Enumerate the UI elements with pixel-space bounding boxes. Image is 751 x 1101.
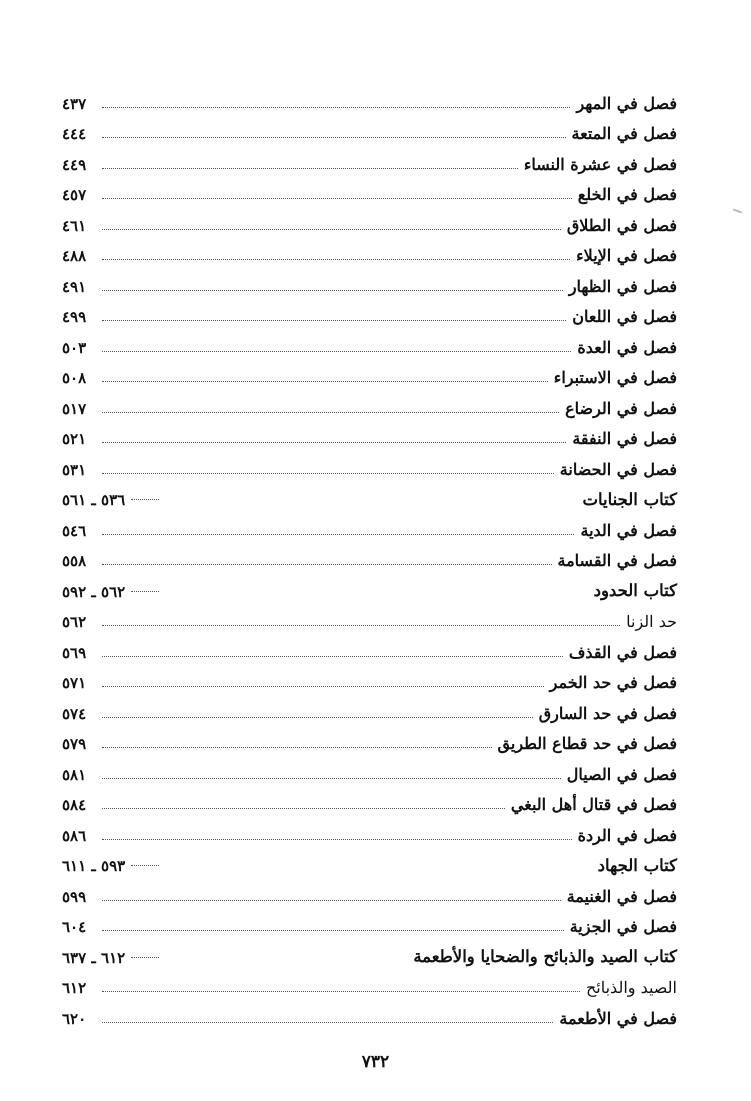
toc-entry-title: كتاب الحدود <box>593 581 677 600</box>
toc-entry-page: ٤٤٩ <box>62 155 87 174</box>
toc-entry-row <box>62 755 677 786</box>
toc-entry-title: فصل في الطلاق <box>566 215 677 235</box>
toc-entry-title: فصل في المهر <box>576 93 677 113</box>
toc-entry-title: فصل في الردة <box>577 825 677 845</box>
toc-entry-title: فصل في العدة <box>577 337 677 357</box>
toc-page-range-text: ٥٦٢ ـ ٥٩٢ <box>62 582 126 601</box>
dotted-leader <box>102 717 533 718</box>
dotted-leader <box>102 564 552 565</box>
toc-entry-title: حد الزنا <box>626 612 677 631</box>
dotted-leader <box>102 991 580 992</box>
toc-entry-row <box>62 237 677 268</box>
dotted-leader <box>102 900 561 901</box>
toc-entry-row <box>62 908 677 939</box>
toc-entry-page: ٤٩١ <box>62 277 87 296</box>
toc-entry-page: ٥٠٨ <box>62 369 87 387</box>
toc-entry-page: ٥٨٤ <box>62 796 87 814</box>
toc-entry-title: فصل في القذف <box>568 642 677 662</box>
toc-entry-page: ٥٧٤ <box>62 704 87 723</box>
toc-entry-page: ٥٧٩ <box>62 735 87 753</box>
toc-entry-row <box>62 969 677 1000</box>
toc-chapter-row <box>62 481 677 512</box>
dotted-leader <box>102 747 492 748</box>
toc-entry-title: فصل في الاستبراء <box>553 368 677 387</box>
toc-chapter-row <box>62 847 677 878</box>
toc-entry-row <box>62 176 677 207</box>
toc-entry-row <box>62 664 677 695</box>
toc-entry-title: فصل في النفقة <box>572 429 677 448</box>
scan-edge-mark <box>733 209 742 214</box>
toc-entry-row <box>62 84 677 115</box>
dotted-leader <box>102 320 566 321</box>
toc-entry-title: فصل في حد السارق <box>538 703 677 723</box>
dotted-leader <box>102 137 566 138</box>
toc-entry-title: فصل في قتال أهل البغي <box>510 795 677 814</box>
range-leader-dots <box>131 591 159 592</box>
toc-entry-row <box>62 603 677 634</box>
toc-entry-page: ٥٦٩ <box>62 643 87 662</box>
dotted-leader <box>102 107 570 108</box>
toc-entry-row <box>62 511 677 542</box>
toc-entry-title: فصل في الصيال <box>566 764 677 784</box>
toc-entry-page: ٥٢١ <box>62 430 87 448</box>
toc-entry-page: ٦٢٠ <box>62 1009 87 1028</box>
toc-page-range-text: ٥٩٣ ـ ٦١١ <box>62 857 126 875</box>
toc-entry-page: ٥٠٣ <box>62 338 87 357</box>
range-leader-dots <box>131 499 159 500</box>
toc-entry-title: كتاب الصيد والذبائح والضحايا والأطعمة <box>413 947 677 966</box>
toc-entry-title: فصل في الإيلاء <box>576 246 677 265</box>
dotted-leader <box>102 1022 553 1023</box>
toc-entry-page: ٥١٧ <box>62 399 87 418</box>
toc-entry-title: فصل في الخلع <box>577 185 677 204</box>
toc-entry-title: فصل في الغنيمة <box>566 886 677 906</box>
toc-entry-row <box>62 786 677 817</box>
toc-entry-page: ٥٩٩ <box>62 887 87 906</box>
dotted-leader <box>102 534 574 535</box>
toc-entry-page: ٤٣٧ <box>62 94 87 113</box>
toc-chapter-row <box>62 572 677 603</box>
dotted-leader <box>102 808 505 809</box>
toc-chapter-page-range <box>62 493 165 508</box>
toc-entry-row <box>62 298 677 329</box>
dotted-leader <box>102 381 548 382</box>
toc-chapter-page-range <box>62 859 165 874</box>
toc-entry-title: فصل في القسامة <box>557 551 677 570</box>
toc-entry-page: ٤٤٤ <box>62 125 87 143</box>
toc-entry-title: فصل في الأطعمة <box>559 1008 677 1028</box>
toc-entry-row <box>62 359 677 390</box>
toc-chapter-page-range <box>62 948 165 967</box>
dotted-leader <box>102 442 566 443</box>
toc-entry-row <box>62 145 677 176</box>
dotted-leader <box>102 168 518 169</box>
toc-entry-title: كتاب الجهاد <box>597 855 677 875</box>
toc-entry-page: ٤٥٧ <box>62 186 87 204</box>
toc-entry-title: فصل في حد الخمر <box>549 673 677 692</box>
toc-entry-title: فصل في الدية <box>580 520 677 540</box>
toc-entry-page: ٤٩٩ <box>62 308 87 326</box>
toc-entry-row <box>62 725 677 756</box>
toc-entry-title: فصل في الجزية <box>569 917 677 936</box>
toc-entry-page: ٥٦٢ <box>62 613 87 631</box>
dotted-leader <box>102 930 564 931</box>
range-leader-dots <box>131 957 159 958</box>
toc-entry-page: ٥٨٦ <box>62 826 87 845</box>
dotted-leader <box>102 198 572 199</box>
dotted-leader <box>102 625 620 626</box>
dotted-leader <box>102 259 570 260</box>
toc-entry-row <box>62 389 677 420</box>
toc-entry-row <box>62 206 677 237</box>
dotted-leader <box>102 412 559 413</box>
toc-entry-title: فصل في الحضانة <box>559 459 677 479</box>
table-of-contents <box>62 84 677 1030</box>
toc-entry-title: فصل في الظهار <box>568 276 677 296</box>
page-number: ٧٣٢ <box>361 1052 390 1072</box>
toc-entry-title: فصل في عشرة النساء <box>523 154 677 174</box>
toc-entry-page: ٦٠٤ <box>62 918 87 936</box>
toc-entry-row <box>62 999 677 1030</box>
dotted-leader <box>102 686 544 687</box>
dotted-leader <box>102 656 563 657</box>
toc-entry-row <box>62 328 677 359</box>
toc-entry-page: ٥٤٦ <box>62 521 87 540</box>
toc-chapter-row <box>62 938 677 969</box>
toc-entry-title: فصل في حد قطاع الطريق <box>497 734 677 753</box>
toc-entry-page: ٥٧١ <box>62 674 87 692</box>
dotted-leader <box>102 473 554 474</box>
range-leader-dots <box>131 865 159 866</box>
toc-entry-page: ٥٣١ <box>62 460 87 479</box>
toc-chapter-page-range <box>62 582 165 601</box>
toc-entry-row <box>62 877 677 908</box>
toc-entry-page: ٦١٢ <box>62 979 87 997</box>
toc-entry-title: كتاب الجنايات <box>582 489 677 509</box>
toc-entry-row <box>62 542 677 573</box>
toc-entry-title: فصل في اللعان <box>572 307 677 326</box>
toc-entry-page: ٥٥٨ <box>62 552 87 570</box>
toc-entry-row <box>62 694 677 725</box>
dotted-leader <box>102 351 571 352</box>
toc-entry-row <box>62 115 677 146</box>
dotted-leader <box>102 778 561 779</box>
toc-entry-page: ٤٦١ <box>62 216 87 235</box>
toc-entry-row <box>62 450 677 481</box>
toc-entry-title: فصل في المتعة <box>571 124 677 143</box>
toc-page-range-text: ٥٣٦ ـ ٥٦١ <box>62 491 126 509</box>
dotted-leader <box>102 229 561 230</box>
dotted-leader <box>102 839 572 840</box>
toc-entry-row <box>62 633 677 664</box>
toc-entry-title: الصيد والذبائح <box>585 978 677 997</box>
toc-entry-title: فصل في الرضاع <box>565 398 677 418</box>
toc-entry-row <box>62 420 677 451</box>
toc-entry-row <box>62 816 677 847</box>
toc-entry-page: ٤٨٨ <box>62 247 87 265</box>
toc-page-range-text: ٦١٢ ـ ٦٣٧ <box>62 948 126 967</box>
toc-entry-row <box>62 267 677 298</box>
toc-entry-page: ٥٨١ <box>62 765 87 784</box>
dotted-leader <box>102 290 563 291</box>
